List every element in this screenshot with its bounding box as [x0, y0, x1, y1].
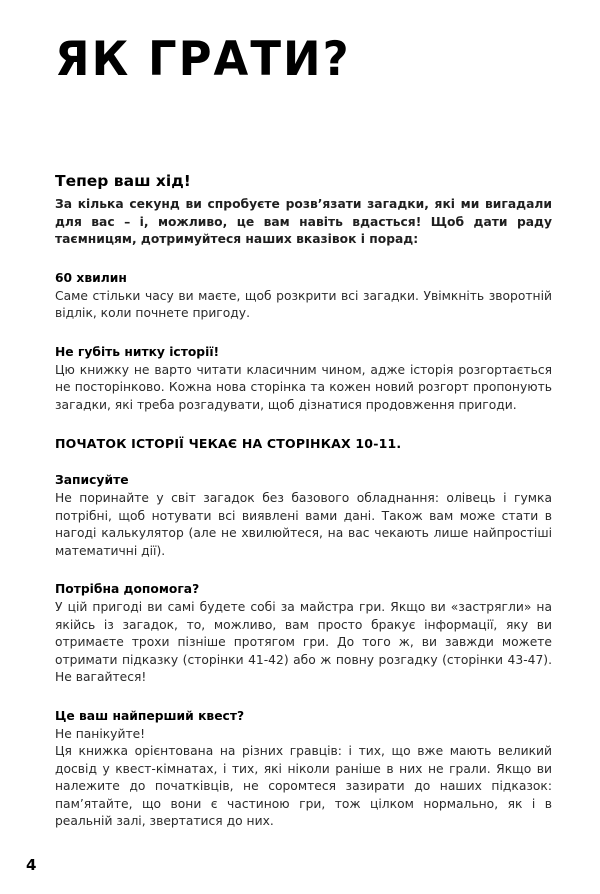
- heading-take-notes: Записуйте: [55, 473, 129, 487]
- page-content: [55, 172, 552, 831]
- body-need-help: У цій пригоді ви самі будете собі за майстра гри. Якщо ви «застрягли» на якійсь із загадок, то, можливо, вам просто бракує інформації, яку ви отримаєте трохи пізніше протягом гри. До того ж, ви завжди можете отримати підказку (сторінки 41-42) або ж повну розгадку (сторінки 43-47). Не вагайтеся!: [55, 600, 552, 684]
- section-take-notes: [55, 473, 552, 560]
- section-first-quest: [55, 709, 552, 831]
- section-intro: [55, 172, 552, 249]
- section-story-thread: [55, 345, 552, 415]
- intro-body: За кілька секунд ви спробуєте розв’язати загадки, які ми вигадали для вас – і, можливо, це вам навіть вдасться! Щоб дати раду таємницям, дотримуйтеся наших вказівок і порад:: [55, 197, 552, 246]
- story-start-callout: ПОЧАТОК ІСТОРІЇ ЧЕКАЄ НА СТОРІНКАХ 10-11.: [55, 436, 402, 451]
- section-60-minutes: [55, 271, 552, 323]
- heading-60-minutes: 60 хвилин: [55, 270, 127, 285]
- heading-first-quest: Це ваш найперший квест?: [55, 708, 245, 723]
- heading-need-help: Потрібна допомога?: [55, 582, 200, 596]
- body-story-thread: Цю книжку не варто читати класичним чином, адже історія розгортається не посторінково. Кожна нова сторінка та кожен новий розгорт пропонують загадки, які треба розгадувати, щоб дізнатися продовження пригоди.: [55, 362, 552, 412]
- body-first-quest: Ця книжка орієнтована на різних гравців: і тих, що вже мають великий досвід у квест-кімнатах, і тих, які ніколи раніше в них не грали. Якщо ви належите до початківців, не соромтеся зазирати до наших підказок: пам’ятайте, що вони є частиною гри, тож цілком нормально, як і в реальній залі, звертатися до них.: [55, 744, 552, 828]
- intro-heading: Тепер ваш хід!: [55, 172, 191, 190]
- first-quest-subline: Не панікуйте!: [55, 726, 146, 741]
- body-take-notes: Не поринайте у світ загадок без базового обладнання: олівець і гумка потрібні, щоб нотувати всі виявлені вами дані. Також вам може стати в нагоді калькулятор (але не хвилюйтеся, на вас чекають лише найпростіші математичні дії).: [55, 491, 552, 558]
- body-60-minutes: Саме стільки часу ви маєте, щоб розкрити всі загадки. Увімкніть зворотній відлік, коли почнете пригоду.: [55, 288, 552, 320]
- section-need-help: [55, 582, 552, 687]
- page-number: 4: [26, 856, 37, 874]
- page-title: ЯК ГРАТИ?: [55, 31, 351, 87]
- heading-story-thread: Не губіть нитку історії!: [55, 344, 220, 359]
